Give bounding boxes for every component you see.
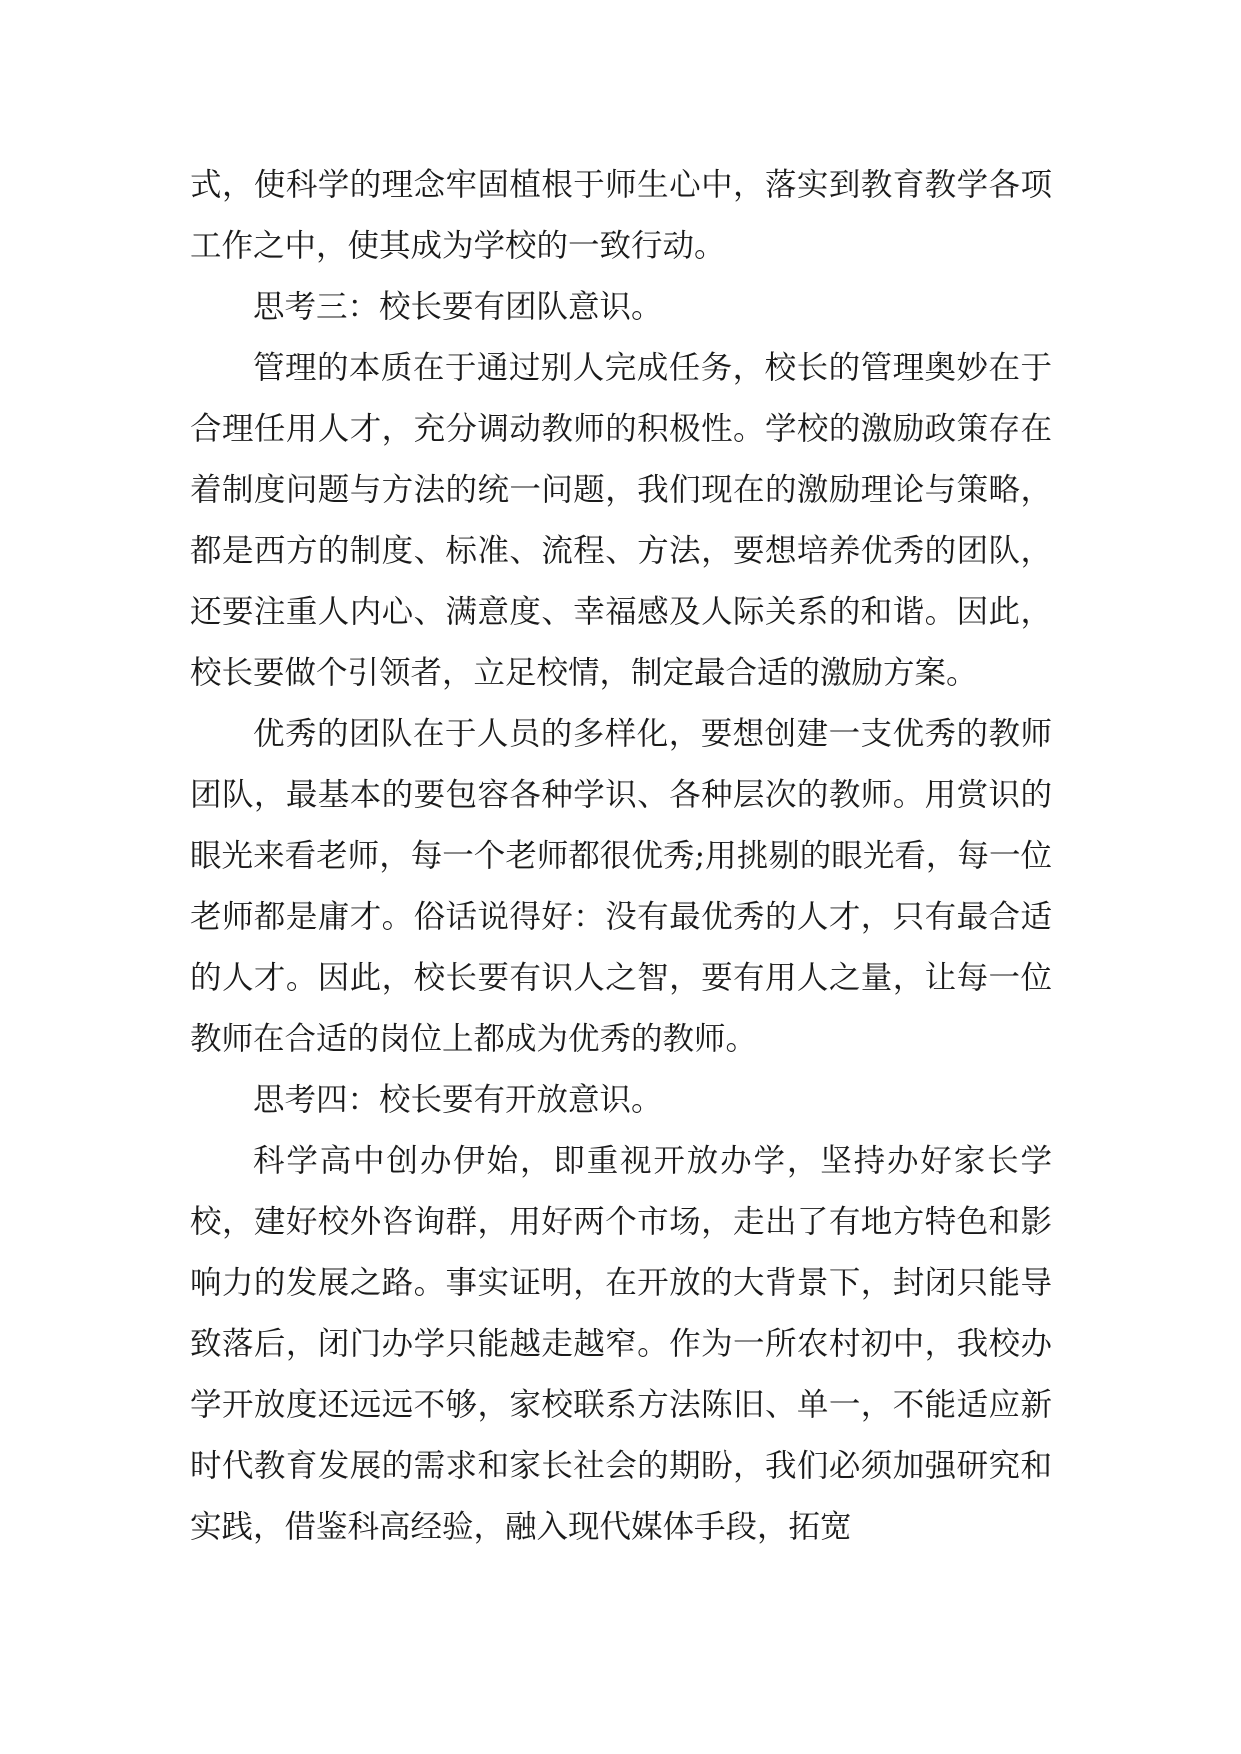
paragraph-openness: 科学高中创办伊始，即重视开放办学，坚持办好家长学校，建好校外咨询群，用好两个市场，走出了有地方特色和影响力的发展之路。事实证明，在开放的大背景下，封闭只能导致落后，闭门办学只能越走越窄。作为一所农村初中，我校办学开放度还远远不够，家校联系方法陈旧、单一，不能适应新时代教育发展的需求和家长社会的期盼，我们必须加强研究和实践，借鉴科高经验，融入现代媒体手段，拓宽 <box>190 1143 1052 1545</box>
paragraph-1: 式，使科学的理念牢固植根于师生心中，落实到教育教学各项工作之中，使其成为学校的一致行动。 <box>190 167 1052 264</box>
heading-thought-three: 思考三：校长要有团队意识。 <box>253 289 663 325</box>
paragraph-management: 管理的本质在于通过别人完成任务，校长的管理奥妙在于合理任用人才，充分调动教师的积极性。学校的激励政策存在着制度问题与方法的统一问题，我们现在的激励理论与策略，都是西方的制度、标准、流程、方法，要想培养优秀的团队，还要注重人内心、满意度、幸福感及人际关系的和谐。因此，校长要做个引领者，立足校情，制定最合适的激励方案。 <box>190 350 1052 691</box>
heading-thought-four: 思考四：校长要有开放意识。 <box>253 1082 663 1118</box>
document-body <box>190 155 1052 1558</box>
paragraph-team: 优秀的团队在于人员的多样化，要想创建一支优秀的教师团队，最基本的要包容各种学识、各种层次的教师。用赏识的眼光来看老师，每一个老师都很优秀;用挑剔的眼光看，每一位老师都是庸才。俗话说得好：没有最优秀的人才，只有最合适的人才。因此，校长要有识人之智，要有用人之量，让每一位教师在合适的岗位上都成为优秀的教师。 <box>190 716 1052 1057</box>
